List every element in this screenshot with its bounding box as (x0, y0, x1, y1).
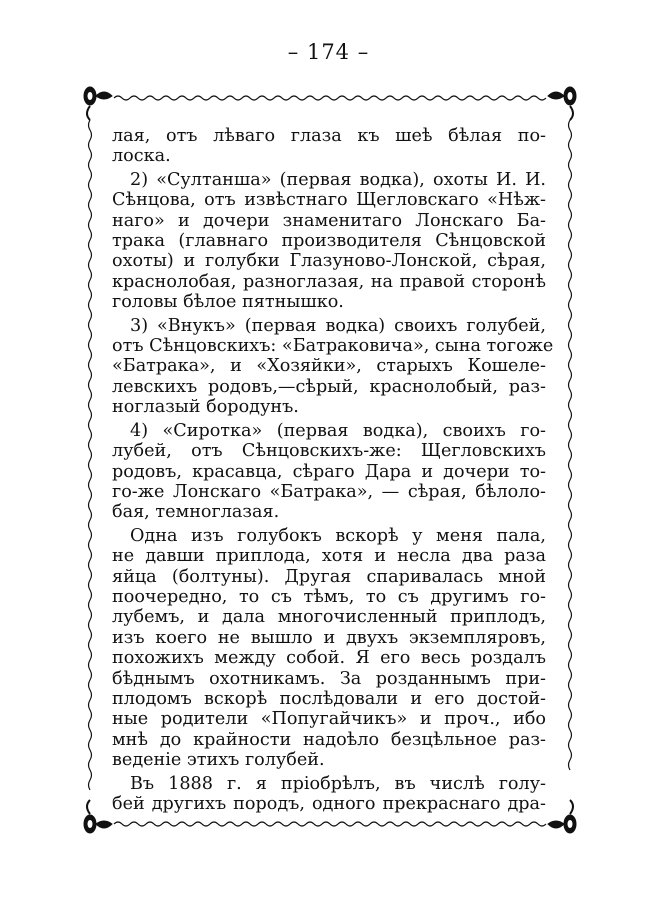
text-line: лубей, отъ Сѣнцовскихъ-же: Щегловскихъ (112, 441, 546, 462)
text-line: лоска. (112, 146, 171, 167)
text-line: краснолобая, разноглазая, на правой сторонѣ (112, 271, 546, 292)
corner-ornament-top-left (84, 87, 112, 120)
text-line: отъ Сѣнцовскихъ: «Батраковича», сына тогоже (112, 336, 554, 357)
corner-ornament-top-right (548, 87, 576, 120)
text-line: 2) «Султанша» (первая водка), охоты И. И. (130, 169, 546, 190)
right-border-line (569, 120, 572, 770)
text-line: плодомъ вскорѣ послѣдовали и его достой- (112, 688, 546, 709)
text-line: го-же Лонскаго «Батрака», — сѣрая, бѣлоло- (112, 481, 546, 502)
text-line: поочередно, то съ тѣмъ, то съ другимъ го- (112, 586, 546, 607)
text-line: головы бѣлое пятнышко. (112, 292, 344, 313)
text-line: левскихъ родовъ,—сѣрый, краснолобый, раз- (112, 376, 546, 397)
text-line: лубемъ, и дала многочисленный приплодъ, (112, 607, 546, 628)
text-line: 3) «Внукъ» (первая водка) своихъ голубей, (130, 315, 546, 336)
body-text (112, 126, 554, 814)
text-line: трака (главнаго производителя Сѣнцовской (112, 231, 546, 252)
left-border-line (89, 120, 92, 790)
text-line: веденіе этихъ голубей. (112, 750, 325, 771)
text-line: лая, отъ лѣваго глаза къ шеѣ бѣлая по- (112, 126, 546, 146)
text-line: ные родители «Попугайчикъ» и проч., ибо (112, 709, 546, 730)
text-line: Сѣнцова, отъ извѣстнаго Щегловскаго «Нѣж- (112, 190, 546, 211)
text-line: бей другихъ породъ, одного прекраснаго дра- (112, 794, 546, 814)
text-line: «Батрака», и «Хозяйки», старыхъ Кошеле- (112, 356, 546, 377)
text-line: похожихъ между собой. Я его весь роздалъ (112, 648, 546, 669)
text-line: наго» и дочери знаменитаго Лонскаго Ба- (112, 210, 546, 231)
text-line: яйца (болтуны). Другая спаривалась мной (112, 566, 546, 587)
text-line: 4) «Сиротка» (первая водка), своихъ го- (130, 420, 546, 441)
bottom-border-line (114, 822, 546, 826)
text-line: бая, темноглазая. (112, 502, 280, 523)
text-line: Въ 1888 г. я пріобрѣлъ, въ числѣ голу- (130, 773, 546, 794)
corner-ornament-bottom-right (548, 800, 576, 833)
text-line: ноглазый бородунъ. (112, 397, 299, 418)
text-line: родовъ, красавца, сѣраго Дара и дочери то- (112, 461, 546, 482)
page-number: – 174 – (287, 40, 370, 64)
text-line: Одна изъ голубокъ вскорѣ у меня пала, (130, 525, 546, 546)
text-line: изъ коего не вышло и двухъ экземпляровъ, (112, 627, 546, 648)
corner-ornament-bottom-left (84, 800, 112, 833)
text-line: мнѣ до крайности надоѣло безцѣльное раз- (112, 729, 546, 750)
text-line: бѣднымъ охотникамъ. За розданнымъ при- (112, 668, 546, 689)
text-line: охоты) и голубки Глазуново-Лонской, сѣрая, (112, 251, 546, 272)
text-line: не давши приплода, хотя и несла два раза (112, 546, 546, 567)
top-border-line (114, 96, 546, 100)
